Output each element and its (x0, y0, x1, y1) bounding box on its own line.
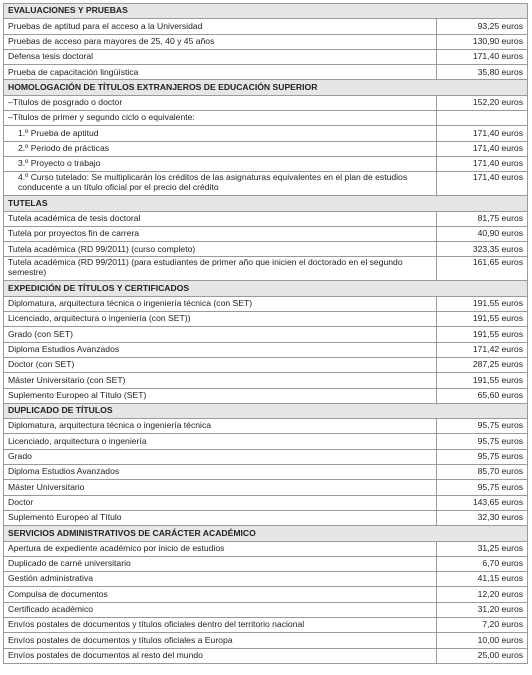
table-row (4, 312, 528, 327)
fee-amount: 95,75 euros (437, 434, 528, 449)
fee-amount: 25,00 euros (437, 648, 528, 663)
fee-label: Diploma Estudios Avanzados (4, 465, 437, 480)
fee-amount: 130,90 euros (437, 34, 528, 49)
fee-label: Doctor (4, 495, 437, 510)
fee-amount: 161,65 euros (437, 257, 528, 281)
fee-label: Envíos postales de documentos y títulos oficiales a Europa (4, 633, 437, 648)
table-row (4, 419, 528, 434)
fee-label: Pruebas de acceso para mayores de 25, 40 y 45 años (4, 34, 437, 49)
fee-amount: 95,75 euros (437, 419, 528, 434)
section-title: TUTELAS (4, 196, 528, 211)
fee-label: Envíos postales de documentos y títulos oficiales dentro del territorio nacional (4, 617, 437, 632)
table-row (4, 617, 528, 632)
table-row (4, 65, 528, 80)
fee-label: Doctor (con SET) (4, 357, 437, 372)
section-header-row (4, 4, 528, 19)
section-title: DUPLICADO DE TÍTULOS (4, 403, 528, 418)
fee-amount: 152,20 euros (437, 95, 528, 110)
fee-amount: 171,40 euros (437, 156, 528, 171)
fee-amount: 31,20 euros (437, 602, 528, 617)
fee-amount: 93,25 euros (437, 19, 528, 34)
fees-table (3, 3, 528, 664)
table-row (4, 257, 528, 281)
fee-label: Certificado académico (4, 602, 437, 617)
table-row (4, 541, 528, 556)
section-title: EXPEDICIÓN DE TÍTULOS Y CERTIFICADOS (4, 281, 528, 296)
fee-amount: 10,00 euros (437, 633, 528, 648)
fee-amount: 81,75 euros (437, 211, 528, 226)
fee-amount: 171,40 euros (437, 126, 528, 141)
fee-label: Tutela por proyectos fin de carrera (4, 226, 437, 241)
section-header-row (4, 196, 528, 211)
table-row (4, 449, 528, 464)
table-row (4, 495, 528, 510)
fee-label: Envíos postales de documentos al resto del mundo (4, 648, 437, 663)
table-row (4, 327, 528, 342)
fee-amount: 31,25 euros (437, 541, 528, 556)
fee-label: Suplemento Europeo al Título (4, 510, 437, 525)
fee-label: Licenciado, arquitectura o ingeniería (con SET)) (4, 312, 437, 327)
table-row (4, 342, 528, 357)
fee-label: Máster Universitario (4, 480, 437, 495)
section-header-row (4, 526, 528, 541)
table-row (4, 111, 528, 126)
fee-label: Duplicado de carné universitario (4, 556, 437, 571)
fee-label: Diploma Estudios Avanzados (4, 342, 437, 357)
table-row (4, 373, 528, 388)
table-row (4, 49, 528, 64)
fee-label: 4.º Curso tutelado: Se multiplicarán los créditos de las asignaturas equivalentes en el plan de estudios conducente a un título oficial por el precio del crédito (4, 172, 437, 196)
fee-label: 1.º Prueba de aptitud (4, 126, 437, 141)
fee-label: Defensa tesis doctoral (4, 49, 437, 64)
fee-amount: 65,60 euros (437, 388, 528, 403)
fee-amount: 95,75 euros (437, 480, 528, 495)
fee-label: Prueba de capacitación lingüística (4, 65, 437, 80)
fee-label: Grado (con SET) (4, 327, 437, 342)
fee-label: Diplomatura, arquitectura técnica o ingeniería técnica (4, 419, 437, 434)
fee-label: Compulsa de documentos (4, 587, 437, 602)
fee-amount: 171,42 euros (437, 342, 528, 357)
section-title: EVALUACIONES Y PRUEBAS (4, 4, 528, 19)
fee-amount: 40,90 euros (437, 226, 528, 241)
fee-amount: 191,55 euros (437, 296, 528, 311)
fee-label: 3.º Proyecto o trabajo (4, 156, 437, 171)
table-row (4, 633, 528, 648)
table-row (4, 34, 528, 49)
fee-label: 2.º Periodo de prácticas (4, 141, 437, 156)
fee-amount: 32,30 euros (437, 510, 528, 525)
fee-amount: 191,55 euros (437, 312, 528, 327)
table-row (4, 226, 528, 241)
fee-label: Tutela académica (RD 99/2011) (curso completo) (4, 242, 437, 257)
section-title: HOMOLOGACIÓN DE TÍTULOS EXTRANJEROS DE EDUCACIÓN SUPERIOR (4, 80, 528, 95)
table-row (4, 156, 528, 171)
table-row (4, 648, 528, 663)
table-row (4, 242, 528, 257)
table-row (4, 465, 528, 480)
fees-table-body (4, 4, 528, 664)
fee-amount: 171,40 euros (437, 141, 528, 156)
fee-label: Tutela académica de tesis doctoral (4, 211, 437, 226)
table-row (4, 211, 528, 226)
fee-label: Licenciado, arquitectura o ingeniería (4, 434, 437, 449)
fee-label: –Títulos de posgrado o doctor (4, 95, 437, 110)
fee-label: Pruebas de aptitud para el acceso a la Universidad (4, 19, 437, 34)
table-row (4, 388, 528, 403)
table-row (4, 296, 528, 311)
fee-label: Diplomatura, arquitectura técnica o ingeniería técnica (con SET) (4, 296, 437, 311)
section-header-row (4, 281, 528, 296)
section-header-row (4, 403, 528, 418)
fee-label: Suplemento Europeo al Título (SET) (4, 388, 437, 403)
fee-amount: 287,25 euros (437, 357, 528, 372)
fee-amount: 191,55 euros (437, 327, 528, 342)
table-row (4, 510, 528, 525)
fee-amount (437, 111, 528, 126)
fee-amount: 191,55 euros (437, 373, 528, 388)
table-row (4, 95, 528, 110)
fee-amount: 35,80 euros (437, 65, 528, 80)
fee-label: Máster Universitario (con SET) (4, 373, 437, 388)
table-row (4, 602, 528, 617)
fee-amount: 85,70 euros (437, 465, 528, 480)
fee-amount: 41,15 euros (437, 572, 528, 587)
section-header-row (4, 80, 528, 95)
fee-amount: 171,40 euros (437, 49, 528, 64)
section-title: SERVICIOS ADMINISTRATIVOS DE CARÁCTER ACADÉMICO (4, 526, 528, 541)
table-row (4, 357, 528, 372)
table-row (4, 556, 528, 571)
table-row (4, 141, 528, 156)
table-row (4, 587, 528, 602)
fee-amount: 7,20 euros (437, 617, 528, 632)
fee-amount: 143,65 euros (437, 495, 528, 510)
fee-label: Grado (4, 449, 437, 464)
fee-amount: 12,20 euros (437, 587, 528, 602)
fee-label: Gestión administrativa (4, 572, 437, 587)
table-row (4, 172, 528, 196)
fee-label: Tutela académica (RD 99/2011) (para estudiantes de primer año que inicien el doctorado en el segundo semestre) (4, 257, 437, 281)
table-row (4, 434, 528, 449)
fee-label: –Títulos de primer y segundo ciclo o equivalente: (4, 111, 437, 126)
fee-label: Apertura de expediente académico por inicio de estudios (4, 541, 437, 556)
fee-amount: 95,75 euros (437, 449, 528, 464)
fee-amount: 171,40 euros (437, 172, 528, 196)
table-row (4, 572, 528, 587)
table-row (4, 19, 528, 34)
fee-amount: 323,35 euros (437, 242, 528, 257)
fee-amount: 6,70 euros (437, 556, 528, 571)
table-row (4, 480, 528, 495)
table-row (4, 126, 528, 141)
